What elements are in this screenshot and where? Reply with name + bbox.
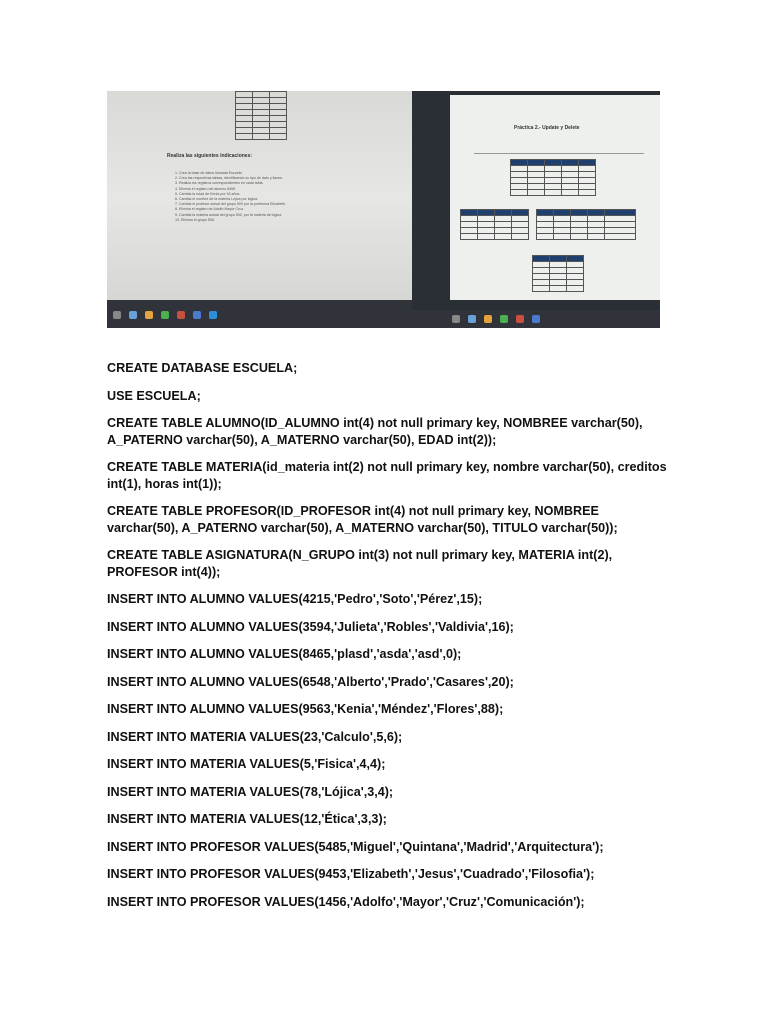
instruction-item: 7. Cambia el profesor actual del grupo 509 por la profesora Elizabeth. bbox=[175, 202, 286, 207]
sql-statement: CREATE TABLE PROFESOR(ID_PROFESOR int(4) not null primary key, NOMBREE varchar(50), A_PATERNO varchar(50), A_MATERNO varchar(50), TITULO varchar(50)); bbox=[107, 504, 618, 535]
practice-title: Práctica 2.- Update y Delete bbox=[514, 125, 580, 131]
sql-statement: CREATE TABLE ALUMNO(ID_ALUMNO int(4) not null primary key, NOMBREE varchar(50), A_PATERNO varchar(50), A_MATERNO varchar(50), EDAD int(2)); bbox=[107, 416, 643, 447]
sql-statement: INSERT INTO MATERIA VALUES(12,'Ética',3,3); bbox=[107, 812, 387, 826]
sql-statement: INSERT INTO ALUMNO VALUES(9563,'Kenia','Méndez','Flores',88); bbox=[107, 702, 504, 716]
instruction-item: 10. Elimina el grupo 508. bbox=[175, 217, 215, 222]
sql-statement: INSERT INTO MATERIA VALUES(23,'Calculo',5,6); bbox=[107, 729, 403, 744]
sql-statement: INSERT INTO MATERIA VALUES(78,'Lójica',3,4); bbox=[107, 784, 394, 799]
sql-statement: CREATE TABLE ASIGNATURA(N_GRUPO int(3) not null primary key, MATERIA int(2), PROFESOR int(4)); bbox=[107, 548, 613, 579]
practice-document bbox=[450, 95, 660, 300]
practice-table-asignatura bbox=[532, 255, 584, 292]
instruction-item: 2. Crea las respectivas tablas, identificando su tipo de dato y llaves. bbox=[175, 176, 283, 181]
taskbar-right bbox=[412, 310, 660, 328]
sql-statement: INSERT INTO ALUMNO VALUES(6548,'Alberto','Prado','Casares',20); bbox=[107, 674, 514, 689]
photo-exercise-instructions bbox=[107, 91, 412, 328]
practice-table-alumno bbox=[510, 159, 596, 196]
sql-statement: USE ESCUELA; bbox=[107, 388, 201, 403]
practice-table-materia bbox=[460, 209, 529, 240]
instruction-item: 4. Elimina el registro del alumno 8465. bbox=[175, 186, 237, 191]
photo-instructions-list bbox=[175, 171, 286, 223]
sql-statement: CREATE DATABASE ESCUELA; bbox=[107, 361, 298, 375]
photo-top-table bbox=[235, 91, 287, 140]
sql-statement: INSERT INTO ALUMNO VALUES(4215,'Pedro','Soto','Pérez',15); bbox=[107, 592, 483, 606]
taskbar-left bbox=[107, 300, 412, 328]
instruction-item: 5. Cambia la edad de Kenia por 16 años. bbox=[175, 191, 241, 196]
sql-statement: INSERT INTO ALUMNO VALUES(3594,'Julieta','Robles','Valdivia',16); bbox=[107, 619, 514, 634]
sql-statement: INSERT INTO PROFESOR VALUES(1456,'Adolfo','Mayor','Cruz','Comunicación'); bbox=[107, 894, 585, 909]
sql-statement: INSERT INTO MATERIA VALUES(5,'Fisica',4,4); bbox=[107, 757, 386, 771]
instruction-item: 1. Crea la base de datos llamada Escuela. bbox=[175, 171, 243, 175]
sql-statement: INSERT INTO ALUMNO VALUES(8465,'plasd','asda','asd',0); bbox=[107, 647, 462, 661]
sql-statement: INSERT INTO PROFESOR VALUES(5485,'Miguel','Quintana','Madrid','Arquitectura'); bbox=[107, 839, 604, 854]
instruction-item: 3. Realiza los registros correspondientes en cada tabla. bbox=[175, 181, 264, 186]
practice-table-profesor bbox=[536, 209, 636, 240]
sql-statement: CREATE TABLE MATERIA(id_materia int(2) not null primary key, nombre varchar(50), creditos int(1), horas int(1)); bbox=[107, 460, 667, 491]
screenshot-photos bbox=[107, 91, 660, 328]
sql-statement: INSERT INTO PROFESOR VALUES(9453,'Elizabeth','Jesus','Cuadrado','Filosofia'); bbox=[107, 867, 595, 881]
photo-practice-sheet bbox=[412, 91, 660, 328]
sql-script bbox=[107, 360, 667, 921]
instruction-item: 8. Elimina el registro de Adolfo Mayor Cruz. bbox=[175, 207, 245, 212]
instruction-item: 9. Cambia la materia actual del grupo 502, por la materia de lógica. bbox=[175, 212, 283, 217]
instruction-item: 6. Cambia el nombre de la materia Lójica por lógica. bbox=[175, 197, 259, 202]
photo-heading: Realiza las siguientes indicaciones: bbox=[167, 153, 253, 159]
